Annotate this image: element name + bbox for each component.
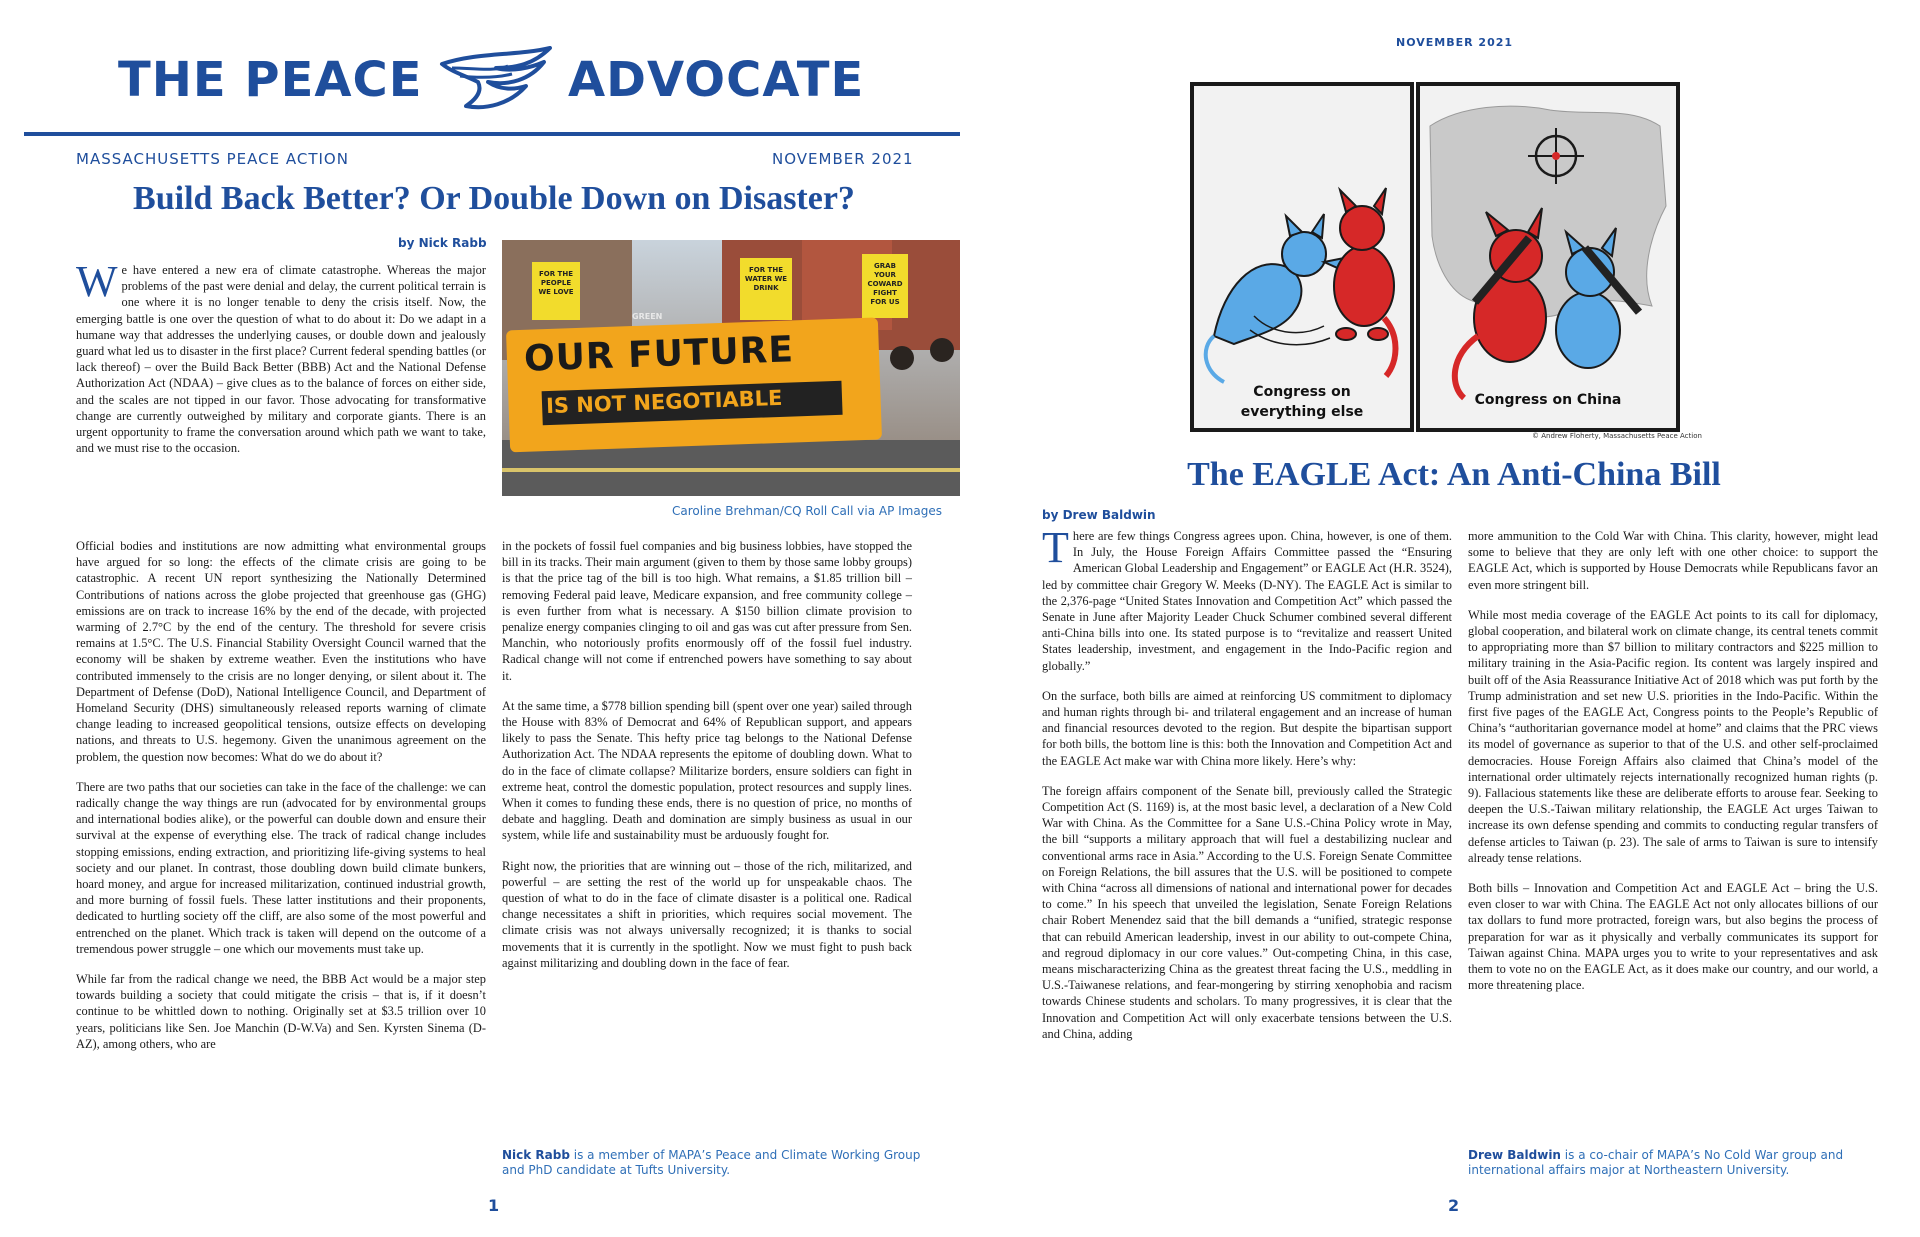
author-bio-text: is a co-chair of MAPA’s No Cold War group and international affairs major at Northeastern University. xyxy=(1468,1148,1844,1177)
paragraph: Both bills – Innovation and Competition Act and EAGLE Act – bring the U.S. even closer to war with China. The EAGLE Act not only allocates billions of our tax dollars to fund more protracted, foreign wars, but also begins the process of preparation for war as it physically and verbally communicates its support for Taiwan against China. MAPA urges you to write to your representatives and ask them to vote no on the EAGLE Act, as it does make our country, and our world, a more threatening place. xyxy=(1468,881,1878,993)
article-column-1 xyxy=(76,538,486,1066)
author-name: Nick Rabb xyxy=(502,1148,570,1162)
page-number: 2 xyxy=(1448,1196,1460,1215)
article-byline: by Drew Baldwin xyxy=(1042,508,1156,522)
photo-caption: Caroline Brehman/CQ Roll Call via AP Images xyxy=(672,504,942,518)
issue-date: NOVEMBER 2021 xyxy=(1396,36,1514,49)
masthead xyxy=(118,48,878,120)
paragraph: more ammunition to the Cold War with China. This clarity, however, might lead some to believe that they are only left with one other choice: to support the EAGLE Act, which is supported by House Democrats while Republicans favor an even more stringent bill. xyxy=(1468,529,1878,592)
drop-cap: W xyxy=(76,257,118,306)
protest-photo xyxy=(502,240,962,496)
cartoon-alliance-illustration xyxy=(1420,86,1676,428)
paragraph: The foreign affairs component of the Senate bill, previously called the Strategic Competition Act (S. 1169) is, at the most basic level, a declaration of a New Cold War with China. As the Committee for a Sane U.S.-China Policy wrote in May, the bill “supports a military approach that will fuel a destabilizing nuclear and conventional arms race in Asia.” According to the U.S. Foreign Senate Committee on Foreign Relations, the bill assures that the U.S. will be positioned to compete with China “across all dimensions of national and international power for decades to come.” In his speech that unveiled the legislation, Senate Foreign Relations chair Robert Menendez said that the bill demands a “unified, strategic response that can rebuild American leadership, invest in our ability to out-compete China, and regroud diplomacy in our core values.” Out-competing China, in this case, means mischaracterizing China as the greatest threat facing the U.S., meddling in U.S.-Taiwanese relations, and fear-mongering by stirring xenophobia and racism towards Chinese students and scholars. To many progressives, it is clear that the Innovation and Competition Act will only exacerbate tensions between the U.S. and China, adding xyxy=(1042,783,1452,1041)
cartoon-fight-illustration xyxy=(1194,86,1410,428)
author-bio-text: is a member of MAPA’s Peace and Climate Working Group and PhD candidate at Tufts University. xyxy=(502,1148,921,1177)
masthead-rule xyxy=(24,132,964,136)
intro-paragraph: e have entered a new era of climate catastrophe. Whereas the major problems of the past were denial and delay, the current political terrain is one where it is no longer tenable to deny the crisis itself. Now, the emerging battle is one over the question of what to do about it: Do we adapt in a humane way that addresses the underlying causes, or double down and jealously guard what led us to disaster in the first place? Current federal spending battles (or lack thereof) – over the Build Back Better (BBB) Act and the National Defense Authorization Act (NDAA) – give clues as to the balance of forces on either side, and the scales are not tipped in our favor. Those advocating for transformative change are currently outweighed by military and corporate giants. There is an urgent opportunity to frame the conversation around which path we want to take, and we must rise to the occasion. xyxy=(76,263,486,456)
protest-sign-mid-text: GREEN xyxy=(632,312,663,321)
banner-line-1: OUR FUTURE xyxy=(523,329,795,380)
article-intro xyxy=(76,257,486,456)
issue-date: NOVEMBER 2021 xyxy=(772,150,914,168)
paragraph: There are two paths that our societies can take in the face of the challenge: we can radically change the way things are run (advocated for by environmental groups and international bodies alike), or the powerful can double down and ensure their survival at the expense of everything else. The track of radical change includes stopping emissions, ending extraction, and prioritizing life-giving systems to heal society and our planet. In contrast, those doubling down build climate bunkers, hoard money, and argue for increased militarization, continued industrial growth, and more burning of fossil fuels. These latter institutions and their proponents, dedicated to hurtling society off the cliff, are also some of the most powerful and entrenched on the planet. Which track is taken will depend on the outcome of a tremendous power struggle – one which our movements must take up. xyxy=(76,779,486,956)
paragraph: Official bodies and institutions are now admitting what environmental groups have argued for so long: the effects of the climate crisis are going to be catastrophic. A recent UN report synthesizing the Nationally Determined Contributions of nations across the globe projected that greenhouse gas (GHG) emissions are on track to increase 16% by the end of the decade, with projected warming of 2.7°C by the end of the century. The threshold for severe crisis remains at 1.5°C. The U.S. Financial Stability Oversight Council warned that the economy will be shaken by extreme weather. Even the institutions who have contributed immensely to the crisis are no longer denying, or silent about it. The Department of Defense (DoD), National Intelligence Council, and Department of Homeland Security (DHS) simultaneously released reports warning of climate change leading to increased geopolitical tensions, outsize effects on developing nations, and threats to U.S. hegemony. Given the unanimous agreement on the problem, the question now becomes: What do we do about it? xyxy=(76,539,486,764)
author-bio xyxy=(502,1148,922,1178)
dove-icon xyxy=(438,46,558,120)
paragraph-text: here are few things Congress agrees upon. China, however, is one of them. In July, the House Foreign Affairs Committee passed the “Ensuring American Global Leadership and Engagement” or EAGLE Act (H.R. 3524), led by committee chair Gregory W. Meeks (D-NY). The EAGLE Act is similar to the 2,376-page “United States Innovation and Competition Act” which passed the Senate in June after Majority Leader Chuck Schumer combined several different anti-China bills into one. Its stated purpose is to “revitalize and reassert United States leadership, investment, and engagement in the Indo-Pacific region and globally.” xyxy=(1042,529,1452,673)
cartoon-caption-right: Congress on China xyxy=(1474,392,1622,408)
article-column-1 xyxy=(1042,523,1452,1056)
drop-cap: T xyxy=(1042,523,1069,572)
paragraph xyxy=(1042,523,1452,674)
author-bio xyxy=(1468,1148,1888,1178)
cartoon-panel-left xyxy=(1190,82,1414,432)
protest-sign-right-text: GRAB YOUR COWARD FIGHT FOR US xyxy=(867,262,903,306)
organization-label: MASSACHUSETTS PEACE ACTION xyxy=(76,150,349,168)
cartoon-credit: © Andrew Floherty, Massachusetts Peace Action xyxy=(1532,432,1702,440)
protest-sign-center-text: FOR THE WATER WE DRINK xyxy=(744,266,788,292)
cartoon-caption-left-line-1: Congress on xyxy=(1253,384,1351,400)
banner-line-2: IS NOT NEGOTIABLE xyxy=(545,385,783,419)
author-name: Drew Baldwin xyxy=(1468,1148,1561,1162)
protest-sign-left-text: FOR THE PEOPLE WE LOVE xyxy=(538,270,574,296)
paragraph: At the same time, a $778 billion spending bill (spent over one year) sailed through the House with 83% of Democrat and 64% of Republican support, and appears likely to pass the Senate. This hefty price tag belongs to the National Defense Authorization Act. The NDAA represents the epitome of doubling down. What to do in the face of climate collapse? Militarize borders, ensure soldiers can fight in extreme heat, control the domestic population, protect resources and supply lines. When it comes to funding these ends, there is no question of price, no months of debate and haggling. Death and domination are simply business as usual in our system, while life and sustainability must be arduously fought for. xyxy=(502,698,912,843)
article-headline: The EAGLE Act: An Anti-China Bill xyxy=(1187,456,1721,493)
paragraph: On the surface, both bills are aimed at reinforcing US commitment to diplomacy and human rights through bi- and trilateral engagement and an increase of human and financial resources devoted to the region. But despite the bipartisan support for both bills, the bottom line is this: both the Innovation and Competition Act and the EAGLE Act make war with China more likely. Here’s why: xyxy=(1042,688,1452,768)
article-byline: by Nick Rabb xyxy=(398,236,487,250)
article-column-2 xyxy=(1468,528,1878,1007)
cartoon-panel-right xyxy=(1416,82,1680,432)
newsletter-page-2 xyxy=(960,0,1920,1237)
paragraph: in the pockets of fossil fuel companies and big business lobbies, have stopped the bill in its tracks. Their main argument (given to them by those same lobby groups) is that the price tag of the bill is too high. What remains, a $1.85 trillion bill – removing Federal paid leave, Medicare expansion, and free community college – is even further from what is necessary. A $150 billion climate provision to penalize energy companies clinging to oil and gas was cut after pressure from Sen. Manchin, who notoriously profits enormously off of the fossil fuel industry. Radical change will not come if entrenched powers have something to say about it. xyxy=(502,539,912,683)
masthead-title-right: ADVOCATE xyxy=(568,52,865,108)
paragraph: While most media coverage of the EAGLE Act points to its call for diplomacy, global cooperation, and bilateral work on climate change, its central tenets commit to appropriating more than $7 billion to military contractors and $225 million to military training in the Asia-Pacific region. Its content was largely inspired and built off of the Asia Reassurance Initiative Act of 2018 which was put forth by the Trump administration and set new U.S. priorities in the Indo-Pacific. Within the first five pages of the EAGLE Act, Congress points to the People’s Republic of China’s “authoritarian governance model at home” and claims that the PRC views its model of governance as superior to that of the U.S. and other self-proclaimed democracies. House Foreign Affairs also claimed that China’s model of the international order ultimately rejects internationally recognized human rights (p. 9). Fallacious statements like these are deliberate efforts to arouse fear. Seeking to deepen the U.S.-Taiwan military relationship, the EAGLE Act urges Taiwan to increase its own defense spending and commits to conducting regular transfers of defense articles to Taiwan (p. 23). The sale of arms to Taiwan is sure to intensify already tense relations. xyxy=(1468,607,1878,865)
page-number: 1 xyxy=(488,1196,500,1215)
paragraph: Right now, the priorities that are winning out – those of the rich, militarized, and powerful – are setting the rest of the world up for unspeakable chaos. The question of what to do in the face of climate disaster is a political one. Radical change necessitates a shift in priorities, which requires social movement. The climate crisis was not always universally recognized; it is thanks to social movements that it is currently in the spotlight. Now we must fight to push back against militarizing and doubling down in the face of fear. xyxy=(502,858,912,970)
cartoon-caption-left xyxy=(1194,382,1410,422)
masthead-title-left: THE PEACE xyxy=(118,52,423,108)
article-headline: Build Back Better? Or Double Down on Disaster? xyxy=(133,180,855,217)
cartoon-caption-left-line-2: everything else xyxy=(1240,404,1364,420)
paragraph: While far from the radical change we need, the BBB Act would be a major step towards building a society that could mitigate the crisis – that is, if it doesn’t continue to be whittled down to nothing. Originally set at $3.5 trillion over 10 years, politicians like Sen. Joe Manchin (D-W.Va) and Sen. Kyrsten Sinema (D-AZ), among others, who are xyxy=(76,972,486,1051)
article-column-2 xyxy=(502,538,912,985)
